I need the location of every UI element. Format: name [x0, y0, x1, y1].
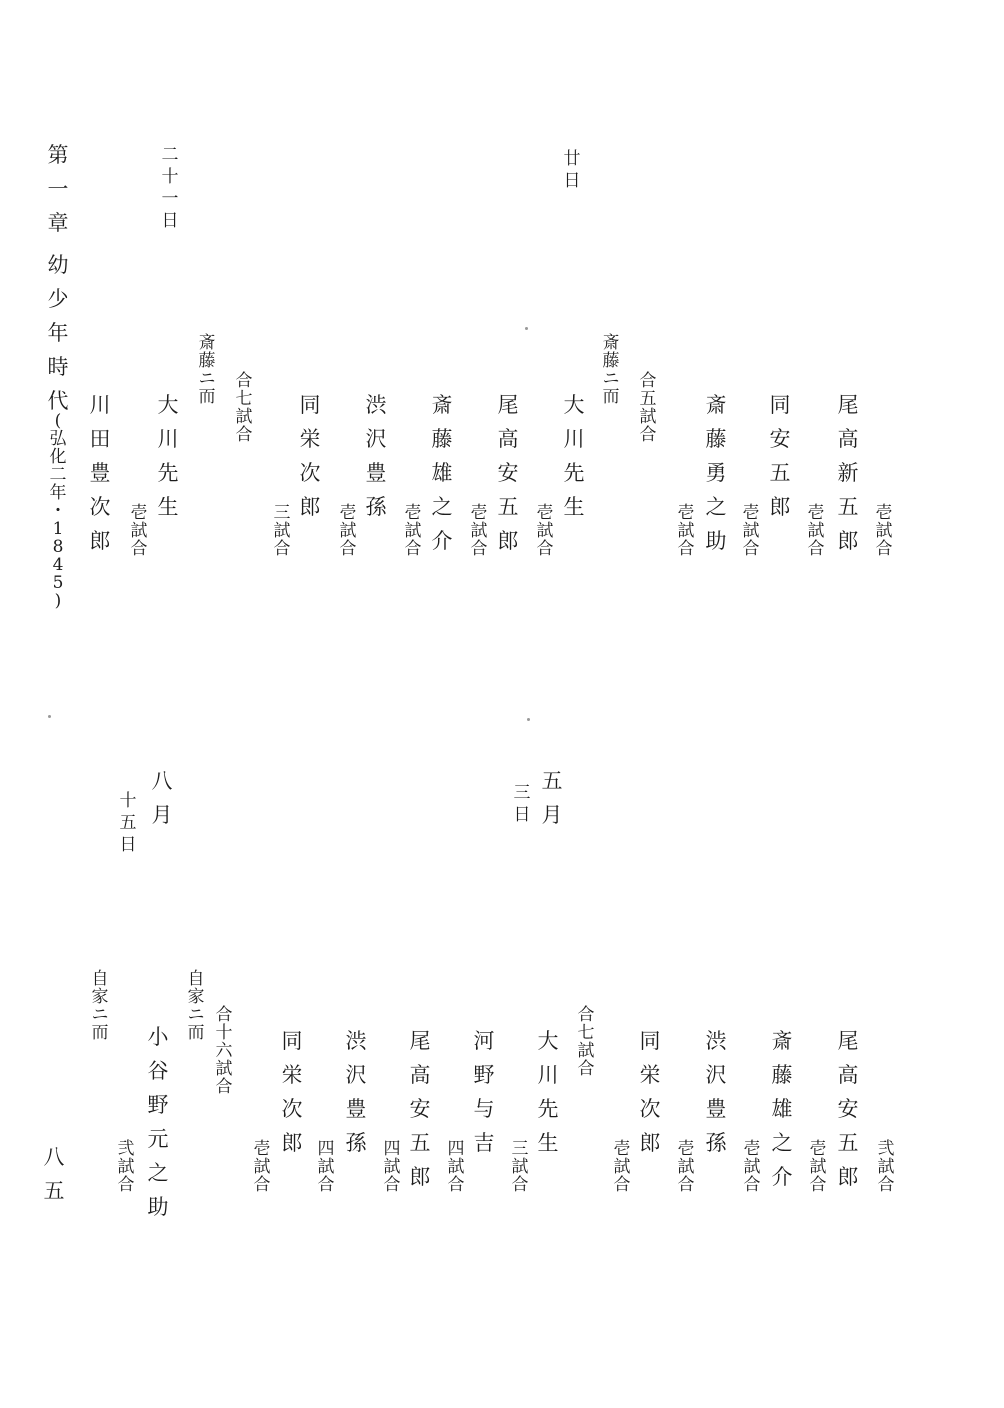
bottom-right-total: 合 十 六 試 合 [215, 1005, 233, 1097]
top-right-lead: 壱 試 合 [875, 503, 893, 559]
list-item: 渋 沢 豊 孫 [345, 1029, 367, 1155]
date-20: 廿 日 [563, 149, 581, 191]
subtotal: 合 五 試 合 [639, 371, 657, 445]
date-may-day: 三 日 [513, 783, 531, 825]
bottom-right-lead: 弐 試 合 [877, 1139, 895, 1195]
list-item: 尾 高 安 五 郎 [409, 1029, 431, 1189]
list-item-result: 壱 試 合 [677, 503, 695, 559]
list-item-result: 三 試 合 [511, 1139, 529, 1195]
list-item: 同 栄 次 郎 [639, 1029, 661, 1155]
list-item: 渋 沢 豊 孫 [705, 1029, 727, 1155]
top-left-place: 斎 藤 ニ 而 [198, 333, 216, 407]
bottom-right-place: 自 家 ニ 而 [187, 969, 205, 1043]
scan-speck [48, 715, 51, 718]
top-left-teacher: 大 川 先 生 [157, 393, 179, 519]
list-item: 尾 高 新 五 郎 [837, 393, 859, 553]
date-aug-day: 十 五 日 [119, 791, 137, 855]
list-item: 同 栄 次 郎 [281, 1029, 303, 1155]
list-item: 斎 藤 雄 之 介 [431, 393, 453, 553]
bottom-left-place: 自 家 ニ 而 [91, 969, 109, 1043]
chapter-text: 第 一 章 [47, 143, 69, 235]
bottom-left-result: 弐 試 合 [117, 1139, 135, 1195]
list-item: 河 野 与 吉 [473, 1029, 495, 1155]
list-item-result: 壱 試 合 [809, 1139, 827, 1195]
period-note: ( 弘 化 二 年 ・ 1 8 4 5 ) [49, 411, 67, 611]
list-item: 斎 藤 勇 之 助 [705, 393, 727, 553]
list-item-result: 壱 試 合 [677, 1139, 695, 1195]
list-item-result: 四 試 合 [383, 1139, 401, 1195]
list-item: 同 安 五 郎 [769, 393, 791, 519]
chapter-heading [46, 138, 70, 240]
list-item-result: 壱 試 合 [807, 503, 825, 559]
list-item-result: 壱 試 合 [743, 1139, 761, 1195]
chapter-title: 幼 少 年 時 代 [47, 253, 69, 413]
bottom-left-person: 小 谷 野 元 之 助 [147, 1025, 169, 1219]
list-item-result: 四 試 合 [317, 1139, 335, 1195]
list-item: 尾 高 安 五 郎 [497, 393, 519, 553]
list-item: 同 栄 次 郎 [299, 393, 321, 519]
list-item-result: 壱 試 合 [742, 503, 760, 559]
place: 斎 藤 ニ 而 [602, 333, 620, 407]
list-item-result: 壱 試 合 [404, 503, 422, 559]
subtotal: 合 七 試 合 [577, 1005, 595, 1079]
list-item-result: 壱 試 合 [536, 503, 554, 559]
list-item: 大 川 先 生 [537, 1029, 559, 1155]
date-21: 二 十 一 日 [161, 145, 179, 231]
date-may-month: 五 月 [541, 769, 563, 827]
date-aug-month: 八 月 [151, 769, 173, 827]
list-item-result: 壱 試 合 [253, 1139, 271, 1195]
top-left-total: 合 七 試 合 [235, 371, 253, 445]
list-item-result: 三 試 合 [273, 503, 291, 559]
list-item: 尾 高 安 五 郎 [837, 1029, 859, 1189]
list-item-result: 壱 試 合 [339, 503, 357, 559]
top-left-opponent: 川 田 豊 次 郎 [89, 393, 111, 553]
list-item: 大 川 先 生 [563, 393, 585, 519]
list-item-result: 壱 試 合 [613, 1139, 631, 1195]
list-item: 斎 藤 雄 之 介 [771, 1029, 793, 1189]
top-left-teacher-result: 壱 試 合 [130, 503, 148, 559]
scan-speck [527, 718, 530, 721]
scan-speck [525, 327, 528, 330]
list-item: 渋 沢 豊 孫 [365, 393, 387, 519]
list-item-result: 壱 試 合 [470, 503, 488, 559]
page-number: 八 五 [43, 1145, 65, 1203]
list-item-result: 四 試 合 [447, 1139, 465, 1195]
